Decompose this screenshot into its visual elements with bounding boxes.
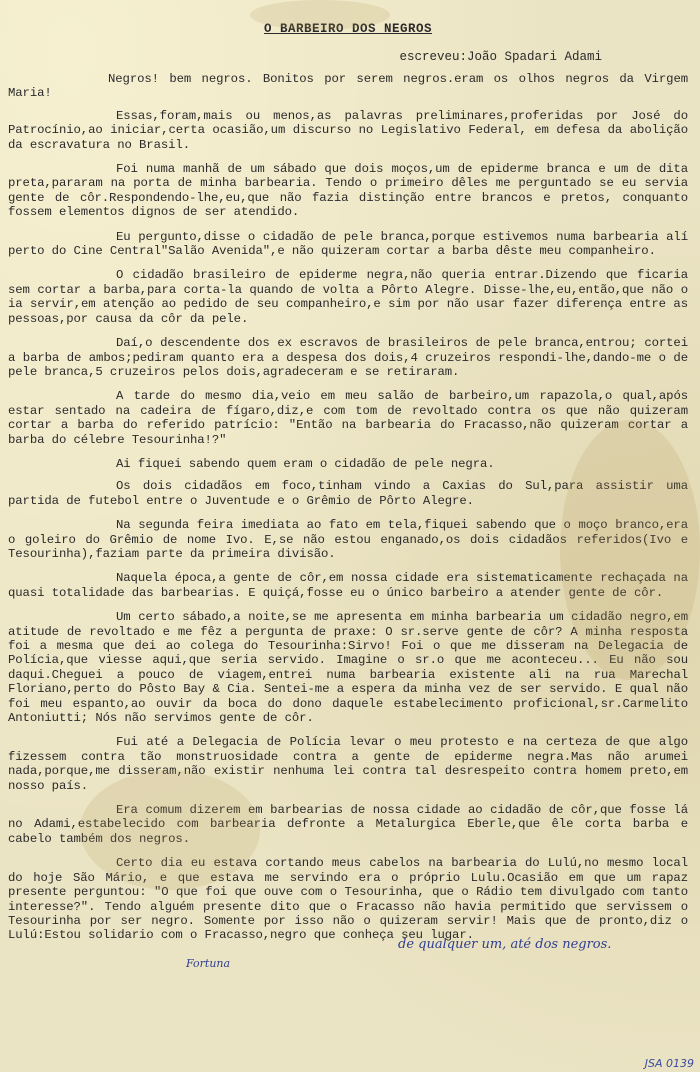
paragraph: Foi numa manhã de um sábado que dois moços,um de epiderme branca e um de dita preta,pararam na porta de minha barbearia. Tendo o primeiro dêles me perguntado se eu servia gente de côr.Respondendo-lhe,eu,que não fazia distinção entre brancos e pretos, conquanto fossem elementos dignos de ser atendido. xyxy=(8,162,688,220)
paragraph: Os dois cidadãos em foco,tinham vindo a Caxias do Sul,para assistir uma partida de futebol entre o Juventude e o Grêmio de Pôrto Alegre. xyxy=(8,479,688,508)
paragraph: Negros! bem negros. Bonitos por serem negros.eram os olhos negros da Virgem Maria! xyxy=(8,72,688,101)
paragraph: Eu pergunto,disse o cidadão de pele branca,porque estivemos numa barbearia alí perto do Cine Central"Salão Avenida",e não quizeram cortar a barba dêste meu companheiro. xyxy=(8,229,688,259)
paragraph: Ai fiquei sabendo quem eram o cidadão de pele negra. xyxy=(116,456,495,471)
handwritten-insert-note: Fortuna xyxy=(186,957,231,970)
paragraph: Naquela época,a gente de côr,em nossa cidade era sistematicamente rechaçada na quasi totalidade das barbearias. E quiçá,fosse eu o único barbeiro a atender gente de côr. xyxy=(8,571,688,600)
paragraph: Era comum dizerem em barbearias de nossa cidade ao cidadão de côr,que fosse lá no Adami,estabelecido com barbearia defronte a Metalurgica Eberle,que êle corta barba e cabelo também dos negros. xyxy=(8,803,688,846)
handwritten-margin-note: de qualquer um, até dos negros. xyxy=(398,937,612,952)
paragraph: Certo dia eu estava cortando meus cabelos na barbearia do Lulú,no mesmo local do hoje São Mário, e que estava me servindo era o próprio Lulu.Ocasião em que um rapaz presente perguntou: "O que foi que ouve com o Tesourinha, que o Rádio tem divulgado com tanto interesse?". Tendo alguém presente dito que o Fracasso não havia permitido que servissem o Tesourinha por ser negro. Somente por isso não o quizeram servir! Mais que de pronto,diz o Lulú:Estou solidario com o Fracasso,negro que conheça seu lugar. xyxy=(8,856,688,943)
document-title: O BARBEIRO DOS NEGROS xyxy=(263,22,433,36)
paragraph: Essas,foram,mais ou menos,as palavras preliminares,proferidas por José do Patrocínio,ao iniciar,certa ocasião,um discurso no Legislativo Federal, em defesa da abolição da escravatura no Brasil. xyxy=(8,108,688,152)
author-byline: escreveu:João Spadari Adami xyxy=(399,50,602,64)
paragraph: A tarde do mesmo dia,veio em meu salão de barbeiro,um rapazola,o qual,após estar sentado na cadeira de fígaro,diz,e com tom de revoltado contra os que não quizeram cortar a barba do referido patrício: "Então na barbearia do Fracasso,não quizeram cortar a barba do célebre Tesourinha!?" xyxy=(8,389,688,447)
paper-stain xyxy=(250,0,390,30)
paper-stain xyxy=(560,420,700,680)
archive-stamp: JSA 0139 xyxy=(644,1057,694,1070)
paragraph: Na segunda feira imediata ao fato em tela,fiquei sabendo que o moço branco,era o goleiro do Grêmio de nome Ivo. E,se não estou enganado,os dois cidadãos referidos(Ivo e Tesourinha),faziam parte da primeira divisão. xyxy=(8,518,688,561)
paragraph: Daí,o descendente dos ex escravos de brasileiros de pele branca,entrou; cortei a barba de ambos;pediram quanto era a despesa dos dois,4 cruzeiros respondi-lhe,dando-me o de pele branca,5 cruzeiros pelos dois,agradeceram e se retiraram. xyxy=(8,336,688,379)
paragraph: Fui até a Delegacia de Polícia levar o meu protesto e na certeza de que algo fizessem contra tão monstruosidade contra a gente de epiderme negra.Mas não arumei nada,porque,me disseram,não existir nenhuma lei contra tal desrespeito contra homem preto,em nosso país. xyxy=(8,735,688,793)
paragraph: Um certo sábado,a noite,se me apresenta em minha barbearia um cidadão negro,em atitude de revoltado e me fêz a pergunta de praxe: O sr.serve gente de côr? A minha resposta foi a mesma que dei ao colega do Tesourinha:Sirvo! Foi o que me disseram na Delegacia de Polícia,que viesse aqui,que seria servido. Imagine o sr.o que me aconteceu... Eu não sou daqui.Cheguei a pouco de viagem,entrei numa barbearia existente ali na rua Marechal Floriano,perto do Pôsto Bay & Cia. Sentei-me a espera da minha vez de ser servido. E qual não foi meu espanto,ao ouvir da boca do dono daquele estabelecimento proficional,sr.Carmelito Antoniutti; Nós não servimos gente de côr. xyxy=(8,610,688,726)
paragraph: O cidadão brasileiro de epiderme negra,não queria entrar.Dizendo que ficaria sem cortar a barba,para corta-la quando de volta a Pôrto Alegre. Disse-lhe,eu,então,que não o ia servir,em atenção ao pedido de seu companheiro,e sim por não usar fazer diferença entre as pessoas,por causa da côr da pele. xyxy=(8,268,688,326)
paper-stain xyxy=(80,770,260,890)
